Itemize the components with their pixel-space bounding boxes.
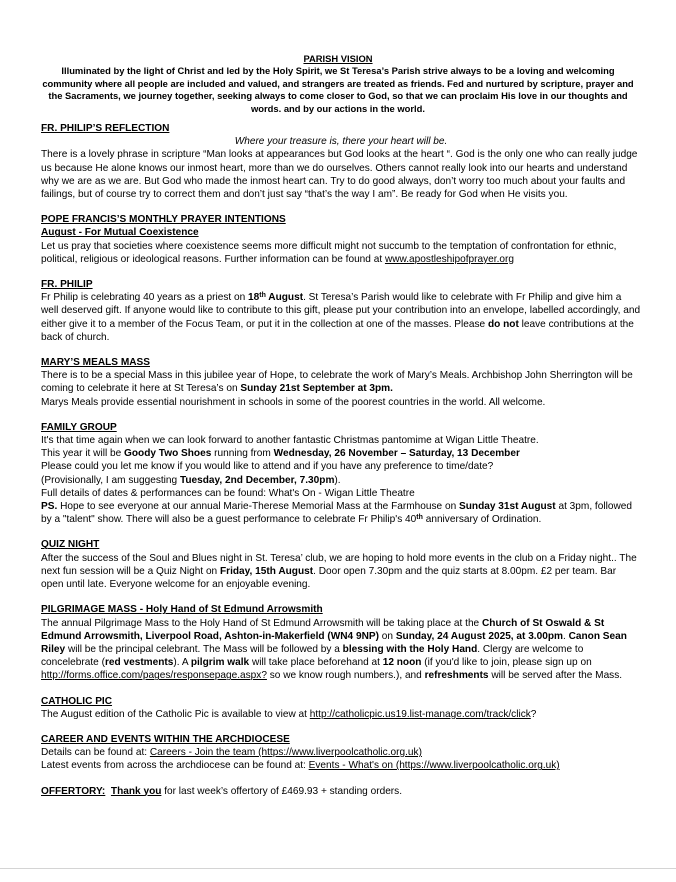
ps-text-2: at 3pm, followed by a "talent" show. There will also be a guest performance to celebrate Fr Philip's 40 xyxy=(41,501,632,526)
career-heading: CAREER AND EVENTS WITHIN THE ARCHDIOCESE xyxy=(41,733,290,745)
prayer-section xyxy=(41,213,641,266)
pilgrimage-blessing: blessing with the Holy Hand xyxy=(342,643,478,655)
family-line-4 xyxy=(41,474,641,487)
pilgrimage-text-10: will be served after the Mass. xyxy=(488,670,623,682)
pilgrimage-body xyxy=(41,617,641,683)
events-link[interactable]: Events - What's on (https://www.liverpoolcatholic.org.uk) xyxy=(308,760,560,772)
marys-meals-when: Sunday 21st September at 3pm. xyxy=(240,383,393,395)
offertory-label: OFFERTORY: xyxy=(41,785,106,797)
ps-label: PS. xyxy=(41,501,58,513)
page-bottom-divider xyxy=(0,868,676,869)
career-text-1: Details can be found at: xyxy=(41,747,150,759)
marys-meals-body xyxy=(41,369,641,395)
quiz-body xyxy=(41,552,641,592)
career-text-2: Latest events from across the archdiocese can be found at: xyxy=(41,760,309,772)
reflection-body: There is a lovely phrase in scripture “Man looks at appearances but God looks at the heart “. God is the only one who can really judge us because He alone knows our inmost heart, more than we do ourselves. Others cannot really look into our hearts and understand why we are as we are. But God who made the inmost heart can. Try to do good always, don’t worry too much about your faults and failings, but of course try to correct them and don’t just say “that’s the way I am”. Be ready for God when He visits you. xyxy=(41,149,638,201)
pilgrimage-noon: 12 noon xyxy=(382,657,422,669)
pilgrimage-date: Sunday, 24 August 2025, at 3.00pm xyxy=(395,630,563,642)
quiz-heading: QUIZ NIGHT xyxy=(41,539,100,551)
marys-meals-text-1: There is to be a special Mass in this jubilee year of Hope, to celebrate the work of Mary’s Meals. Archbishop John Sherrington will be coming to celebrate it here at St Teresa’s on xyxy=(41,370,633,395)
family-line-2-c: running from xyxy=(211,448,274,460)
prayer-subheading: August - For Mutual Coexistence xyxy=(41,227,199,239)
catholic-pic-heading: CATHOLIC PIC xyxy=(41,695,113,707)
pilgrimage-text-4: will be the principal celebrant. The Mass will be followed by a xyxy=(65,643,343,655)
family-line-2-a: This year it will be xyxy=(41,448,125,460)
pilgrimage-text-1: The annual Pilgrimage Mass to the Holy Hand of St Edmund Arrowsmith will be taking place at the xyxy=(41,617,482,629)
apostleship-link[interactable]: www.apostleshipofprayer.org xyxy=(384,253,514,265)
pilgrimage-text-3: . xyxy=(562,630,569,642)
pilgrimage-signup-link[interactable]: http://forms.office.com/pages/responsepage.aspx? xyxy=(41,670,267,682)
marys-meals-section xyxy=(41,356,641,409)
family-line-2 xyxy=(41,447,641,460)
career-line-1 xyxy=(41,746,641,759)
prayer-heading: POPE FRANCIS’S MONTHLY PRAYER INTENTIONS xyxy=(41,214,286,226)
ps-sup: th xyxy=(416,514,423,522)
frphilip-body xyxy=(41,291,641,344)
quiz-text-2: . Door open 7.30pm and the quiz starts at 8.00pm. £2 per team. Bar open until late. Everyone welcome for an enjoyable evening. xyxy=(41,565,617,591)
ps-text-1: Hope to see everyone at our annual Marie-Therese Memorial Mass at the Farmhouse on xyxy=(57,501,459,513)
pilgrimage-text-5: . Clergy are welcome to concelebrate ( xyxy=(41,643,584,669)
quiz-text-1: After the success of the Soul and Blues night in St. Teresa’ club, we are hoping to hold more events in the club on a Friday night.. The next fun session will be a Quiz Night on xyxy=(41,552,637,577)
reflection-quote: Where your treasure is, there your heart will be. xyxy=(234,136,448,148)
newsletter-content xyxy=(41,122,641,810)
parish-vision-text: Illuminated by the light of Christ and led by the Holy Spirit, we St Teresa’s Parish strive always to be a loving and welcoming community where all people are included and valued, and strangers are treated as friends. Fed and nurtured by scripture, prayer and the Sacraments, we journey together, seeking always to come closer to God, so that we can proclaim His love in our thoughts and words. and by our actions in the world. xyxy=(42,65,634,114)
pilgrimage-text-2: on xyxy=(378,630,396,642)
ps-text-3: anniversary of Ordination. xyxy=(422,514,542,526)
catholic-pic-text-2: ? xyxy=(530,708,537,720)
pilgrimage-vestments: red vestments xyxy=(104,657,174,669)
careers-link[interactable]: Careers - Join the team (https://www.liverpoolcatholic.org.uk) xyxy=(149,747,422,759)
catholic-pic-text-1: The August edition of the Catholic Pic is available to view at xyxy=(41,708,310,720)
ps-date: Sunday 31st August xyxy=(459,501,556,513)
frphilip-text-1: Fr Philip is celebrating 40 years as a priest on xyxy=(41,292,249,304)
quiz-date: Friday, 15th August xyxy=(219,565,314,577)
catholic-pic-body xyxy=(41,708,641,721)
panto-suggested-date: Tuesday, 2nd December, 7.30pm xyxy=(179,474,335,486)
prayer-body xyxy=(41,240,641,266)
family-line-1: It's that time again when we can look forward to another fantastic Christmas pantomime at Wigan Little Theatre. xyxy=(41,435,539,447)
frphilip-text-3: leave contributions at the back of church. xyxy=(41,318,634,343)
pilgrimage-text-9: so we know rough numbers.), and xyxy=(266,670,425,682)
catholic-pic-link[interactable]: http://catholicpic.us19.list-manage.com/track/click xyxy=(309,708,531,720)
family-group-section xyxy=(41,421,641,527)
quiz-section xyxy=(41,538,641,591)
offertory-section xyxy=(41,785,641,798)
frphilip-section xyxy=(41,278,641,344)
pilgrimage-text-7: will take place beforehand at xyxy=(249,657,383,669)
frphilip-text-2: . St Teresa’s Parish would like to celebrate with Fr Philip and give him a well deserved gift. If anyone would like to contribute to this gift, please put your contribution into an envelope, labelled accordingly, and either give it to a member of the Focus Team, or put it in the collection at one of the masses. Please xyxy=(41,292,641,330)
parish-vision-title: PARISH VISION xyxy=(303,53,373,64)
reflection-heading: FR. PHILIP’S REFLECTION xyxy=(41,123,170,134)
pilgrimage-church: Church of St Oswald & St Edmund Arrowsmith, Liverpool Road, Ashton-in-Makerfield (WN4 9NP) xyxy=(41,617,605,642)
prayer-text: Let us pray that societies where coexistence seems more difficult might not succumb to the temptation of confrontation for ethnic, political, religious or ideological reasons. Further information can be found at xyxy=(41,240,617,265)
panto-title: Goody Two Shoes xyxy=(124,448,212,460)
career-line-2 xyxy=(41,759,641,772)
pilgrimage-text-6: ). A xyxy=(173,657,191,669)
family-line-3: Please could you let me know if you would like to attend and if you have any preference to time/date? xyxy=(41,461,494,473)
pilgrimage-text-8: (if you'd like to join, please sign up on xyxy=(421,657,592,669)
frphilip-date-num: 18 xyxy=(248,292,260,304)
frphilip-do-not: do not xyxy=(487,318,519,330)
offertory-text: for last week’s offertory of £469.93 + standing orders. xyxy=(161,785,403,797)
family-line-4-a: (Provisionally, I am suggesting xyxy=(41,474,180,486)
family-ps xyxy=(41,500,641,526)
family-line-5: Full details of dates & performances can be found: What's On - Wigan Little Theatre xyxy=(41,487,415,499)
marys-meals-heading: MARY’S MEALS MASS xyxy=(41,357,150,369)
frphilip-date xyxy=(248,292,303,303)
marys-meals-text-2: Marys Meals provide essential nourishment in schools in some of the poorest countries in the world. All welcome. xyxy=(41,396,546,408)
frphilip-date-sup: th xyxy=(259,292,266,300)
pilgrimage-celebrant: Canon Sean Riley xyxy=(41,630,627,655)
pilgrimage-section xyxy=(41,603,641,682)
offertory-body xyxy=(41,785,641,798)
frphilip-heading: FR. PHILIP xyxy=(41,279,93,291)
pilgrimage-heading: PILGRIMAGE MASS - Holy Hand of St Edmund Arrowsmith xyxy=(41,604,323,616)
panto-dates: Wednesday, 26 November – Saturday, 13 December xyxy=(273,448,520,460)
reflection-section xyxy=(41,122,641,201)
catholic-pic-section xyxy=(41,695,641,721)
pilgrimage-refreshments: refreshments xyxy=(424,670,489,682)
career-section xyxy=(41,733,641,773)
family-line-4-c: ). xyxy=(334,474,341,486)
parish-vision xyxy=(40,53,636,115)
frphilip-date-month: August xyxy=(265,292,304,304)
pilgrimage-walk: pilgrim walk xyxy=(190,657,250,669)
family-group-heading: FAMILY GROUP xyxy=(41,421,117,433)
offertory-thanks: Thank you xyxy=(110,785,162,797)
